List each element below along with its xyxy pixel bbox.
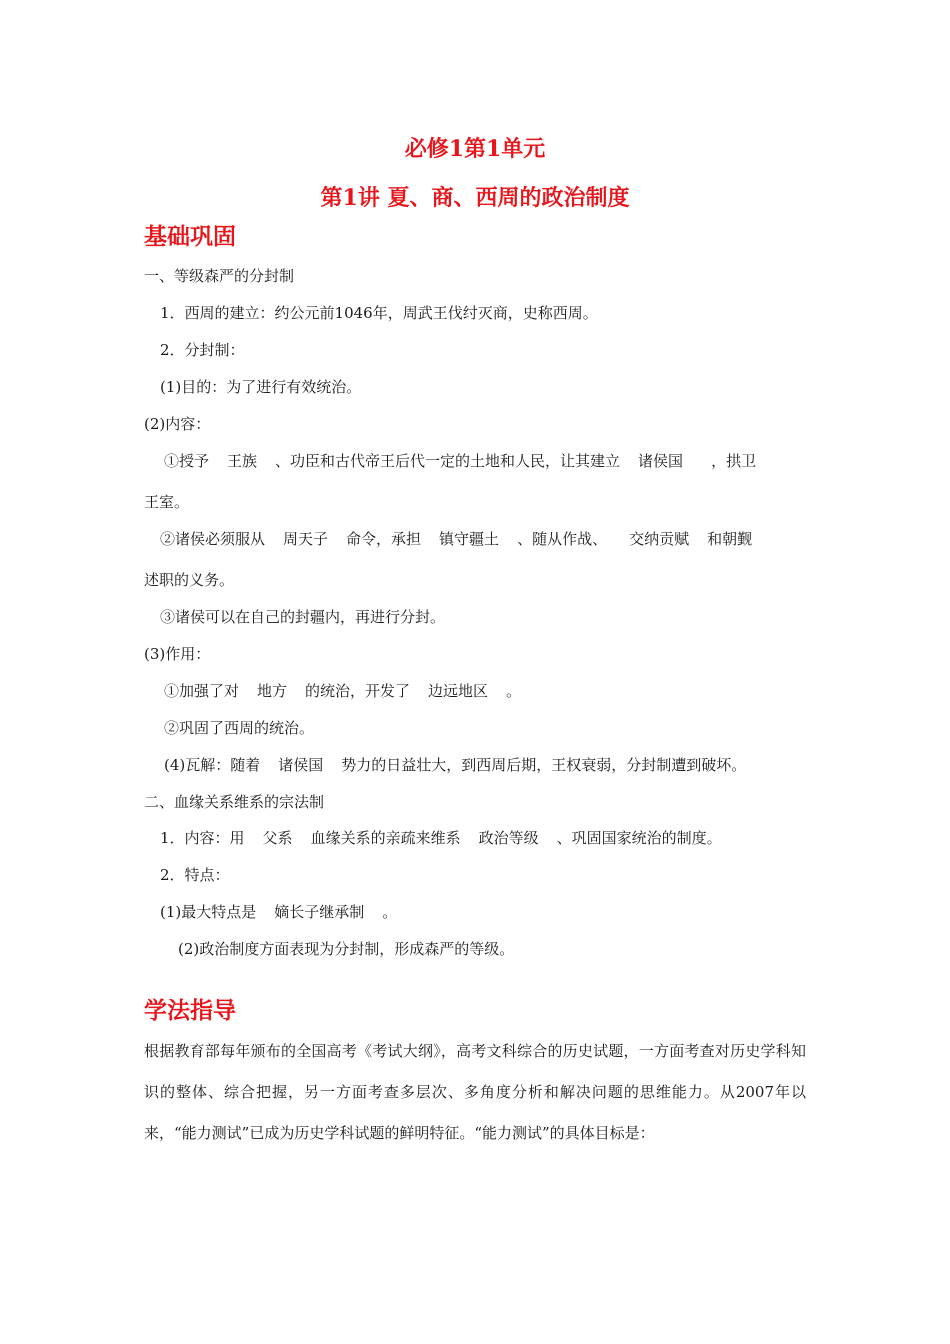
part2-point1: [160, 827, 722, 849]
text-segment: 的统治，开发了: [305, 682, 411, 700]
blank-answer: 镇守疆土: [439, 530, 500, 548]
blank-answer: 周天子: [283, 530, 329, 548]
feature-item-1: [160, 901, 397, 923]
blank-answer: 诸侯国: [278, 756, 324, 774]
section-heading-basic: 基础巩固: [144, 223, 236, 250]
text-segment: 。: [382, 903, 398, 921]
text-segment: 、功臣和古代帝王后代一定的土地和人民，让其建立: [275, 452, 621, 470]
fengjian-effect-label: (3)作用：: [144, 645, 211, 663]
part1-point1: 1．西周的建立：约公元前1046年，周武王伐纣灭商，史称西周。: [160, 304, 598, 322]
blank-answer: 嫡长子继承制: [274, 903, 365, 921]
text-segment: 和朝觐: [707, 530, 753, 548]
text-segment: 。: [506, 682, 522, 700]
text-segment: 血缘关系的亲疏来维系: [310, 829, 461, 847]
content-item-3: ③诸侯可以在自己的封疆内，再进行分封。: [160, 608, 446, 626]
blank-answer: 地方: [257, 682, 288, 700]
blank-answer: 交纳贡赋: [629, 530, 690, 548]
blank-answer: 诸侯国: [638, 452, 684, 470]
content-item-2: [160, 528, 752, 550]
blank-answer: 政治等级: [478, 829, 539, 847]
guide-paragraph: 根据教育部每年颁布的全国高考《考试大纲》，高考文科综合的历史试题，一方面考查对历史学科知识的整体、综合把握，另一方面考查多层次、多角度分析和解决问题的思维能力。从2007年以来，“能力测试”已成为历史学科试题的鲜明特征。“能力测试”的具体目标是：: [144, 1042, 806, 1142]
content-item-1-continued: 王室。: [144, 493, 190, 511]
fengjian-decline: [164, 754, 746, 776]
feature-item-2: (2)政治制度方面表现为分封制，形成森严的等级。: [178, 940, 515, 958]
text-segment: 1．内容：用: [160, 829, 245, 847]
content-item-1: [164, 450, 756, 472]
fengjian-purpose: (1)目的：为了进行有效统治。: [160, 378, 362, 396]
blank-answer: 边远地区: [428, 682, 489, 700]
part2-point2: 2．特点：: [160, 866, 230, 884]
text-segment: (1)最大特点是: [160, 903, 257, 921]
text-segment: 命令，承担: [346, 530, 422, 548]
effect-item-1: [164, 680, 521, 702]
blank-answer: 父系: [262, 829, 293, 847]
section-heading-guide: 学法指导: [144, 997, 236, 1024]
part1-point2: 2．分封制：: [160, 341, 245, 359]
text-segment: ②诸侯必须服从: [160, 530, 266, 548]
unit-title: 必修1第1单元: [404, 136, 546, 162]
text-segment: ①授予: [164, 452, 210, 470]
text-segment: 、随从作战、: [517, 530, 608, 548]
text-segment: ①加强了对: [164, 682, 240, 700]
blank-answer: 王族: [227, 452, 258, 470]
content-item-2-continued: 述职的义务。: [144, 571, 235, 589]
text-segment: ，拱卫: [711, 452, 757, 470]
text-segment: 势力的日益壮大，到西周后期，王权衰弱，分封制遭到破坏。: [341, 756, 747, 774]
part1-heading: 一、等级森严的分封制: [144, 267, 295, 285]
text-segment: 、巩固国家统治的制度。: [556, 829, 722, 847]
effect-item-2: ②巩固了西周的统治。: [164, 719, 315, 737]
lecture-title: 第1讲 夏、商、西周的政治制度: [320, 185, 630, 211]
part2-heading: 二、血缘关系维系的宗法制: [144, 793, 325, 811]
fengjian-content-label: (2)内容：: [144, 415, 211, 433]
text-segment: (4)瓦解：随着: [164, 756, 261, 774]
